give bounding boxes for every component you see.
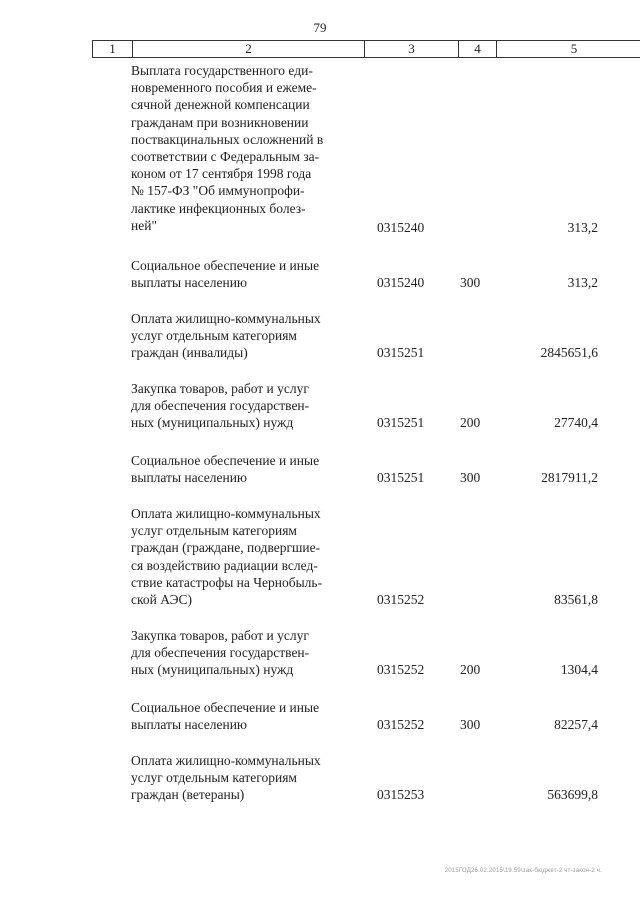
row-description: Оплата жилищно-коммунальных услуг отдельным категориям граждан (инвалиды) bbox=[131, 311, 321, 361]
row-type: 300 bbox=[460, 275, 481, 290]
row-code: 0315240 bbox=[377, 220, 425, 235]
header-col-2: 2 bbox=[133, 41, 365, 57]
header-col-3: 3 bbox=[365, 41, 459, 57]
row-amount: 563699,8 bbox=[547, 787, 598, 802]
row-description: Выплата государственного еди- новременного пособия и ежеме- сячной денежной компенсации гражданам при возникновении поствакцинальных осложнений в соответствии с Федеральным за- коном от 17 сентября 1998 года № 157-ФЗ "Об иммунопрофи- лактике инфекционных болез- ней" bbox=[131, 63, 324, 233]
row-amount: 2845651,6 bbox=[540, 345, 598, 360]
row-description: Социальное обеспечение и иные выплаты населению bbox=[131, 453, 320, 486]
header-col-1: 1 bbox=[93, 41, 133, 57]
table-header bbox=[92, 40, 640, 58]
header-col-5: 5 bbox=[570, 41, 578, 56]
footer-file-stamp: 2015ГОД26.02.2015\19.59\зак-бюджет-2 чт-закон-2 ч. bbox=[444, 868, 602, 874]
row-amount: 1304,4 bbox=[560, 662, 598, 677]
row-type: 300 bbox=[460, 470, 481, 485]
row-code: 0315253 bbox=[377, 787, 425, 802]
row-code: 0315252 bbox=[377, 662, 425, 677]
row-amount: 83561,8 bbox=[554, 592, 598, 607]
row-description: Социальное обеспечение и иные выплаты населению bbox=[131, 700, 320, 733]
row-amount: 27740,4 bbox=[554, 415, 598, 430]
row-description: Оплата жилищно-коммунальных услуг отдельным категориям граждан (граждане, подвергшие- ся воздействию радиации вслед- ствие катастрофы на Чернобыль- ской АЭС) bbox=[131, 506, 323, 608]
row-code: 0315252 bbox=[377, 592, 425, 607]
row-code: 0315251 bbox=[377, 345, 425, 360]
row-amount: 82257,4 bbox=[554, 717, 598, 732]
row-description: Оплата жилищно-коммунальных услуг отдельным категориям граждан (ветераны) bbox=[131, 753, 321, 803]
row-amount: 2817911,2 bbox=[541, 470, 598, 485]
row-code: 0315240 bbox=[377, 275, 425, 290]
row-type: 200 bbox=[460, 662, 481, 677]
page-number: 79 bbox=[313, 20, 327, 35]
row-type: 300 bbox=[460, 717, 481, 732]
row-description: Закупка товаров, работ и услуг для обеспечения государствен- ных (муниципальных) нужд bbox=[131, 628, 310, 678]
row-description: Социальное обеспечение и иные выплаты населению bbox=[131, 258, 320, 291]
row-amount: 313,2 bbox=[567, 220, 598, 235]
row-code: 0315251 bbox=[377, 415, 425, 430]
row-type: 200 bbox=[460, 415, 481, 430]
row-description: Закупка товаров, работ и услуг для обеспечения государствен- ных (муниципальных) нужд bbox=[131, 381, 310, 431]
header-col-4: 4 bbox=[459, 41, 497, 57]
row-amount: 313,2 bbox=[567, 275, 598, 290]
row-code: 0315252 bbox=[377, 717, 425, 732]
row-code: 0315251 bbox=[377, 470, 425, 485]
